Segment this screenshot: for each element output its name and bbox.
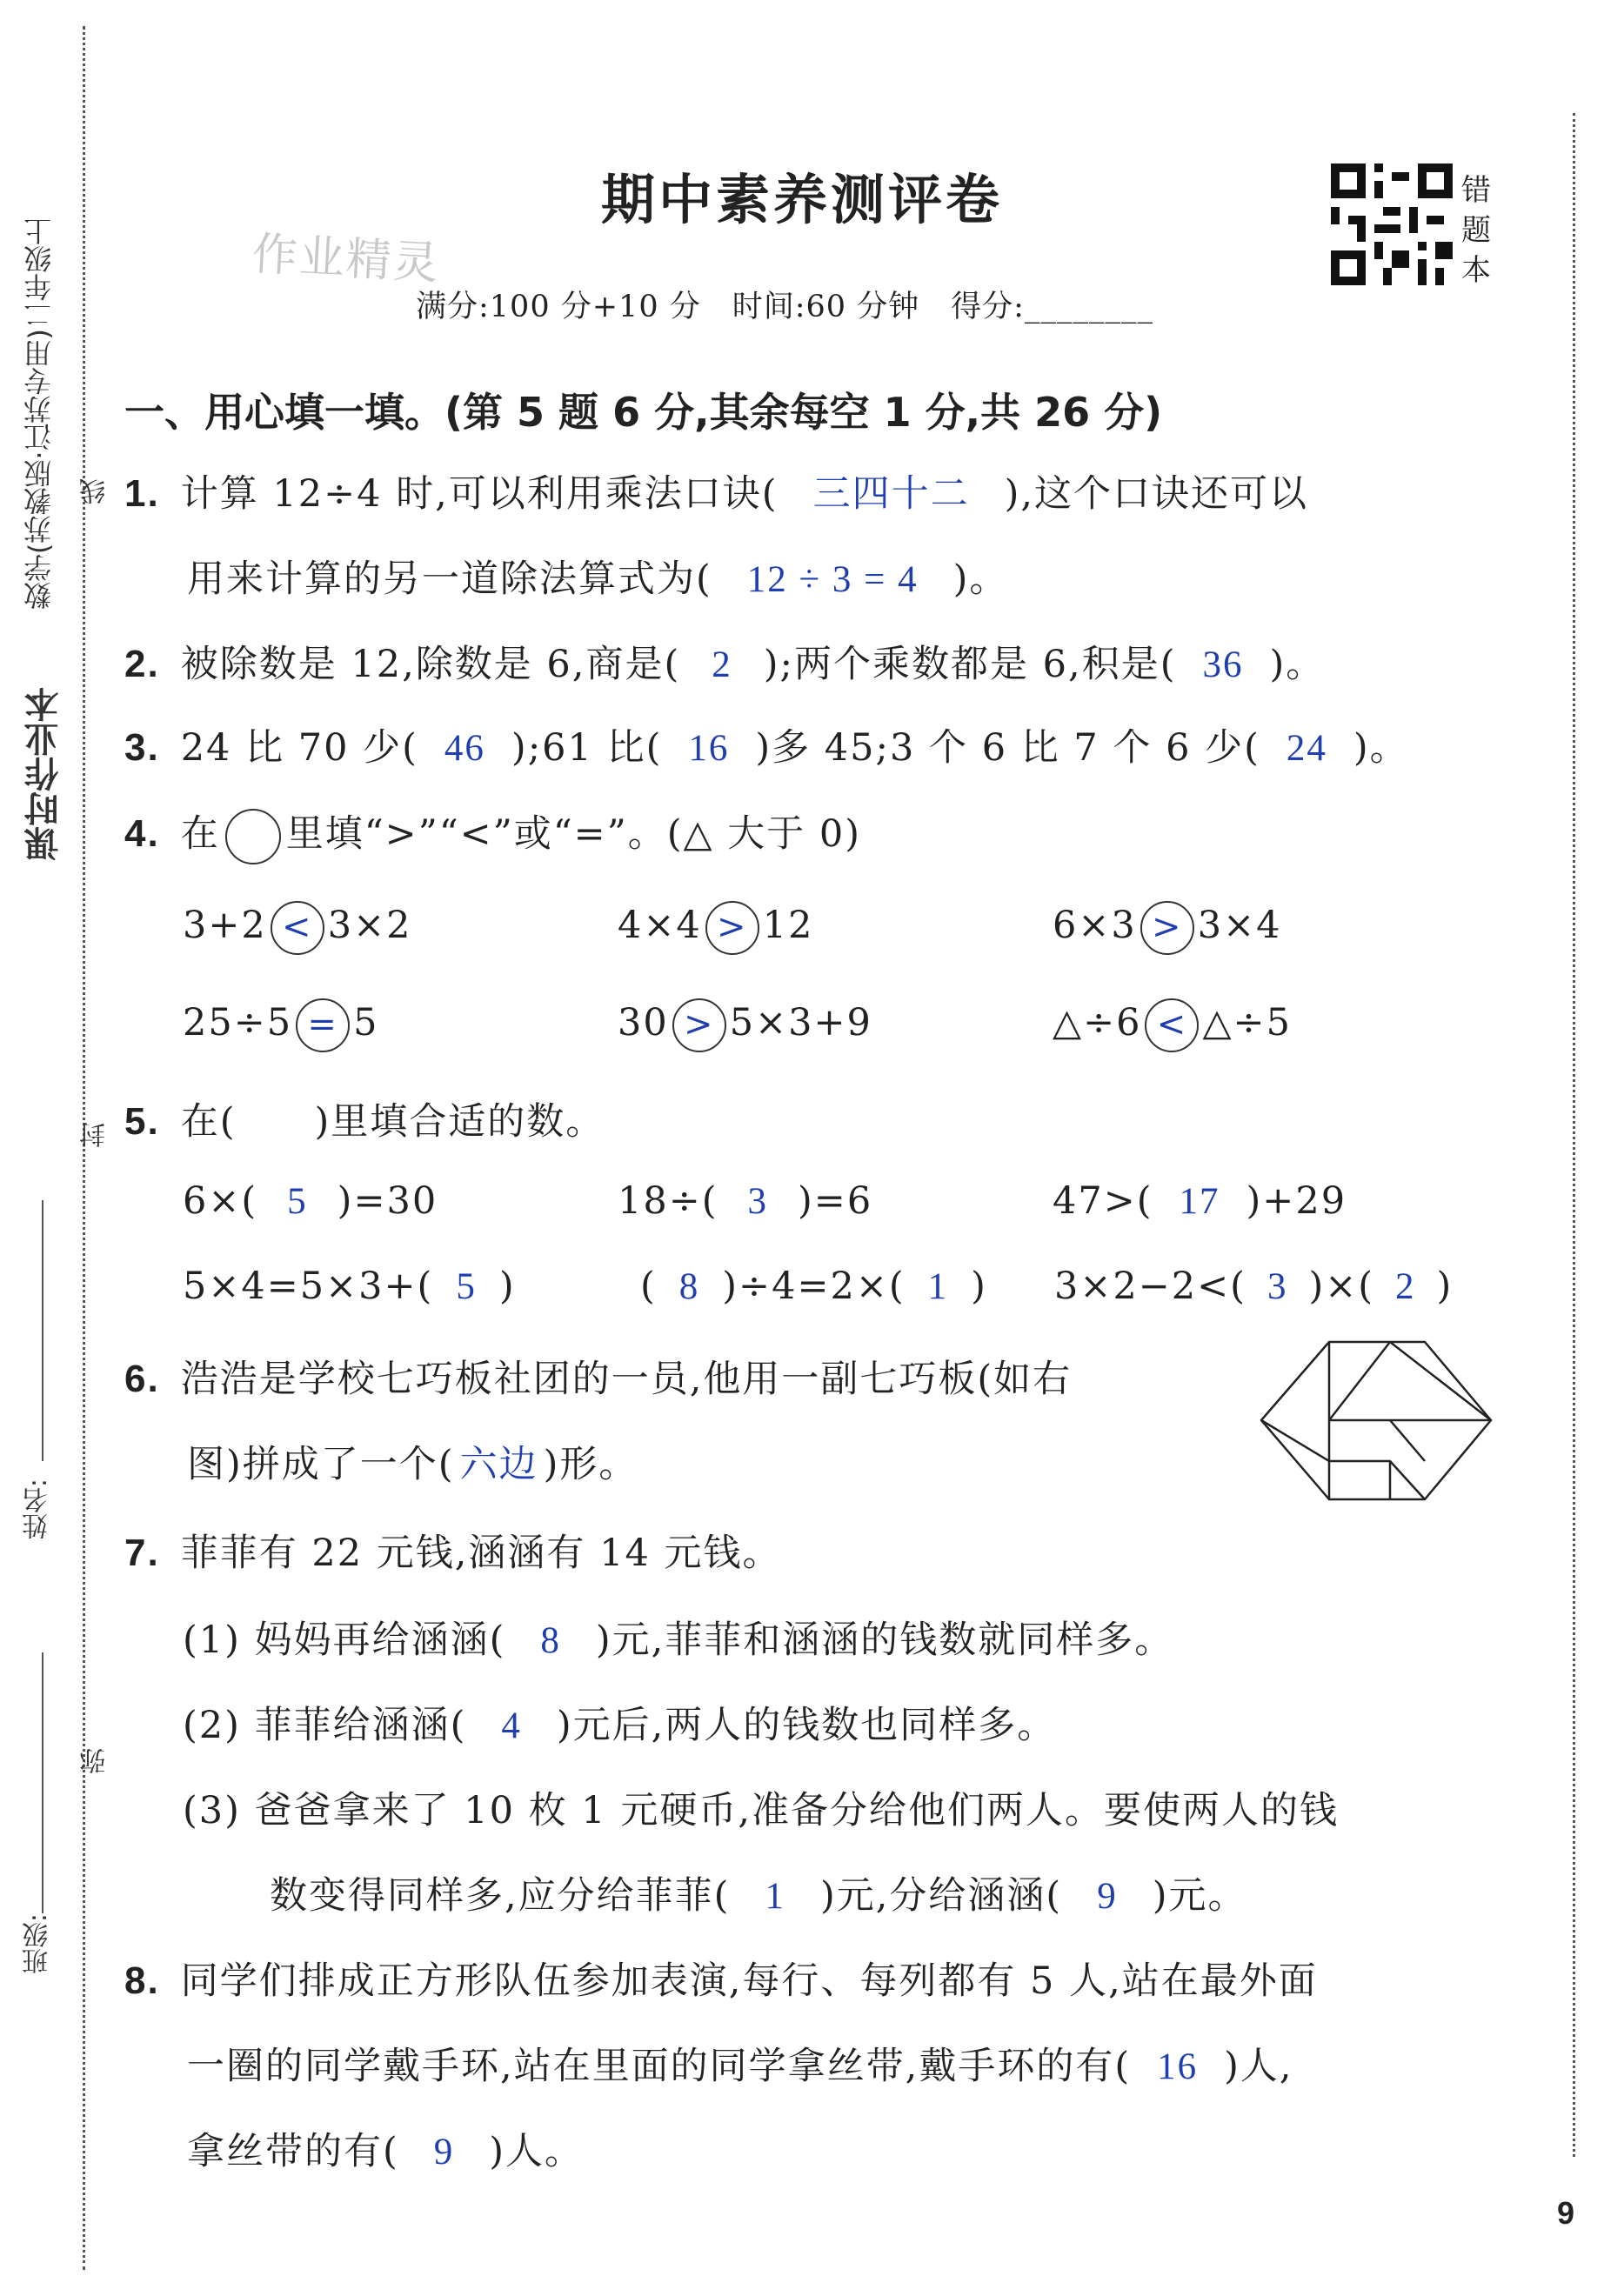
question-8-line3: 拿丝带的有( 9 )人。	[187, 2130, 585, 2173]
compare-item: 30 > 5×3+9	[618, 998, 872, 1052]
watermark: 作业精灵	[251, 228, 442, 290]
right-cut-line	[1573, 113, 1575, 2157]
answer: 24	[1286, 728, 1327, 769]
question-2: 2. 被除数是 12,除数是 6,商是( 2 );两个乘数都是 6,积是( 36 )。	[124, 643, 1326, 686]
circle-placeholder-icon	[225, 809, 281, 864]
question-6-line2: 图)拼成了一个( 六边 )形。	[187, 1443, 638, 1486]
answer: 12 ÷ 3 = 4	[746, 559, 919, 600]
compare-item: 3+2 < 3×2	[183, 901, 412, 955]
margin-name-label: 姓名:	[23, 1478, 53, 1540]
tangram-hexagon-icon	[1260, 1339, 1493, 1501]
question-7: 7. 菲菲有 22 元钱,涵涵有 14 元钱。	[124, 1532, 782, 1575]
compare-item: 4×4 > 12	[618, 901, 813, 955]
fill-item: 18÷( 3 )=6	[618, 1179, 873, 1223]
question-1-line1: 1. 计算 12÷4 时,可以利用乘法口诀( 三四十二 ),这个口诀还可以	[124, 472, 1309, 516]
section-heading: 一、用心填一填。(第 5 题 6 分,其余每空 1 分,共 26 分)	[124, 389, 1163, 436]
margin-line-word: 线	[80, 478, 110, 504]
answer: 16	[688, 728, 730, 769]
fill-item: 47>( 17 )+29	[1053, 1179, 1347, 1223]
page-title: 期中素养测评卷	[600, 168, 1003, 231]
class-blank	[42, 1652, 43, 1913]
question-5: 5. 在( )里填合适的数。	[124, 1100, 605, 1144]
side-label: 错题本	[1461, 173, 1491, 288]
question-7-part3: (3) 爸爸拿来了 10 枚 1 元硬币,准备分给他们两人。要使两人的钱	[183, 1789, 1339, 1832]
question-3: 3. 24 比 70 少( 46 );61 比( 16 )多 45;3 个 6 比 7 个 6 少( 24 )。	[124, 726, 1409, 770]
margin-seal2-word: 弥	[80, 1748, 110, 1774]
fill-item: ( 8 )÷4=2×( 1 )	[640, 1265, 987, 1308]
fill-item: 5×4=5×3+( 5 )	[183, 1265, 516, 1308]
fill-item: 3×2−2<( 3 )×( 2 )	[1054, 1265, 1454, 1308]
margin-book: 课时作业本	[24, 687, 64, 861]
answer: 46	[444, 728, 485, 769]
question-6-line1: 6. 浩浩是学校七巧板社团的一员,他用一副七巧板(如右	[124, 1358, 1073, 1401]
margin-subject: 数学(苏教版·江苏专用)二年级上	[23, 217, 56, 611]
question-7-part1: (1) 妈妈再给涵涵( 8 )元,菲菲和涵涵的钱数就同样多。	[183, 1619, 1174, 1662]
compare-item: 25÷5 = 5	[183, 998, 378, 1052]
left-cut-line	[83, 26, 85, 2270]
question-7-part2: (2) 菲菲给涵涵( 4 )元后,两人的钱数也同样多。	[183, 1704, 1057, 1747]
score-meta: 满分:100 分+10 分 时间:60 分钟 得分:________	[416, 290, 1153, 324]
qr-code-icon[interactable]	[1331, 164, 1453, 285]
question-1-line2: 用来计算的另一道除法算式为( 12 ÷ 3 = 4 )。	[187, 557, 1009, 601]
page-number: 9	[1557, 2195, 1575, 2231]
compare-item: △÷6 < △÷5	[1053, 998, 1292, 1052]
answer: 36	[1202, 644, 1244, 685]
question-4: 4. 在 里填“>”“<”或“=”。(△ 大于 0)	[124, 804, 861, 864]
answer: 2	[712, 644, 732, 685]
question-7-part3-line2: 数变得同样多,应分给菲菲( 1 )元,分给涵涵( 9 )元。	[270, 1874, 1247, 1918]
compare-item: 6×3 > 3×4	[1053, 901, 1282, 955]
answer: 六边	[459, 1445, 538, 1485]
margin-class-label: 班级:	[23, 1913, 53, 1975]
question-8-line2: 一圈的同学戴手环,站在里面的同学拿丝带,戴手环的有( 16 )人,	[187, 2045, 1293, 2088]
answer: 三四十二	[812, 474, 970, 515]
margin-seal-word: 封	[80, 1122, 110, 1148]
name-blank	[42, 1200, 43, 1461]
question-8-line1: 8. 同学们排成正方形队伍参加表演,每行、每列都有 5 人,站在最外面	[124, 1959, 1318, 2003]
fill-item: 6×( 5 )=30	[183, 1179, 438, 1223]
